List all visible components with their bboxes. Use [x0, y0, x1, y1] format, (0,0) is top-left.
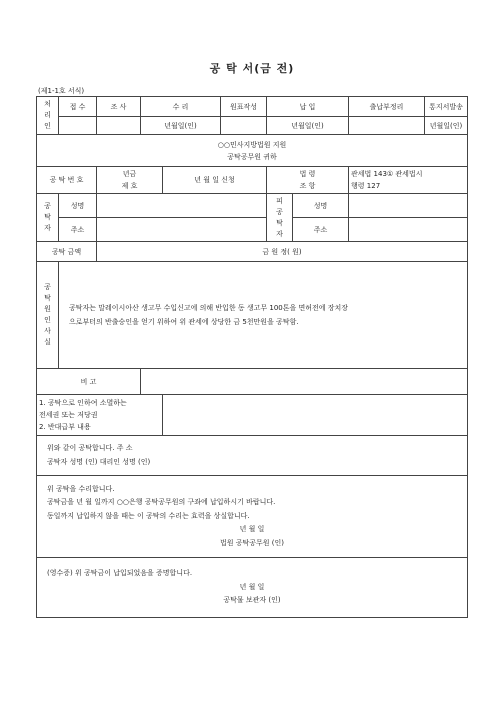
depositor-signature-line: 공탁자 성명 (인) 대리인 성명 (인)	[47, 457, 151, 466]
depositor-address-label: 주소	[59, 218, 97, 242]
depositor-label: 공 탁 자	[37, 194, 59, 242]
stamp-receipt	[59, 117, 97, 135]
acceptance-section: 위 공탁을 수리합니다. 공탁금을 년 월 일까지 ○○은행 공탁공무원의 구좌에 납입하시기 바랍니다. 동일까지 납입하지 않을 때는 이 공탁의 수리는 효력을 상실합니다. 년 월 일 법원 공탁공무원 (인)	[37, 476, 468, 558]
remarks-field[interactable]	[141, 369, 468, 395]
depositee-address-label: 주소	[293, 218, 349, 242]
cause-label: 공 탁 원 인 사 실	[37, 262, 59, 369]
depositor-name-label: 성명	[59, 194, 97, 218]
custodian-signature: 공탁물 보관자 (인)	[223, 596, 281, 605]
header-receipt: 접 수	[59, 97, 97, 117]
document-title: 공 탁 서(금 전)	[209, 62, 295, 75]
depositee-address-field[interactable]	[349, 218, 468, 242]
depositor-address-field[interactable]	[97, 218, 267, 242]
deposit-number-value: 년금 제 호	[97, 167, 163, 194]
amount-label: 공탁 금액	[37, 242, 97, 262]
cause-text: 공탁자는 말레이시아산 생고무 수입신고에 의해 반입한 동 생고무 100톤을 면허전에 장치장 으로부터의 반출승인을 얻기 위하여 위 관세에 상당한 금 5천만원을 공탁함.	[59, 262, 468, 369]
depositee-name-label: 성명	[293, 194, 349, 218]
law-label: 법 령 조 항	[267, 167, 349, 194]
form-number: (제1-1호 서식)	[38, 87, 85, 95]
header-cash-book: 출납부정리	[349, 97, 425, 117]
deposit-form	[36, 96, 468, 618]
addressee	[37, 135, 468, 167]
header-payment: 납 입	[267, 97, 349, 117]
law-value: 관세법 143① 관세법시 행령 127	[349, 167, 468, 194]
depositee-name-field[interactable]	[349, 194, 468, 218]
receipt-section: (영수증) 위 공탁금이 납입되었음을 증명합니다. 년 월 일 공탁물 보관자 (인)	[37, 558, 468, 618]
stamp-cash-book	[349, 117, 425, 135]
receipt-date: 년 월 일	[239, 582, 265, 591]
deposit-number-label: 공 탁 번 호	[37, 167, 97, 194]
amount-value[interactable]: 금 원 정( 원)	[97, 242, 468, 262]
application-date: 년 월 일 신청	[163, 167, 267, 194]
officer-line: 공탁공무원 귀하	[227, 152, 277, 161]
header-investigation: 조 사	[97, 97, 141, 117]
extinguish-field[interactable]	[163, 395, 468, 436]
acceptance-date: 년 월 일	[239, 525, 265, 534]
court-officer-signature: 법원 공탁공무원 (인)	[220, 538, 285, 547]
stamp-notice: 년월일(인)	[425, 117, 468, 135]
application-statement: 위와 같이 공탁합니다. 주 소	[47, 444, 133, 452]
processing-label: 처 리 인	[37, 97, 59, 135]
depositee-label: 피 공 탁 자	[267, 194, 293, 242]
header-acceptance: 수 리	[141, 97, 221, 117]
court-line: ○○민사지방법원 지원	[217, 140, 287, 149]
remarks-label: 비 고	[37, 369, 141, 395]
application-section	[37, 436, 468, 476]
header-notice-dispatch: 통지서발송	[425, 97, 468, 117]
stamp-acceptance: 년월일(인)	[141, 117, 221, 135]
stamp-ledger	[221, 117, 267, 135]
stamp-investigation	[97, 117, 141, 135]
stamp-payment: 년월일(인)	[267, 117, 349, 135]
header-ledger-creation: 원표작성	[221, 97, 267, 117]
depositor-name-field[interactable]	[97, 194, 267, 218]
extinguish-label: 1. 공탁으로 인하여 소멸하는 전세권 또는 저당권 2. 반대급부 내용	[37, 395, 163, 436]
